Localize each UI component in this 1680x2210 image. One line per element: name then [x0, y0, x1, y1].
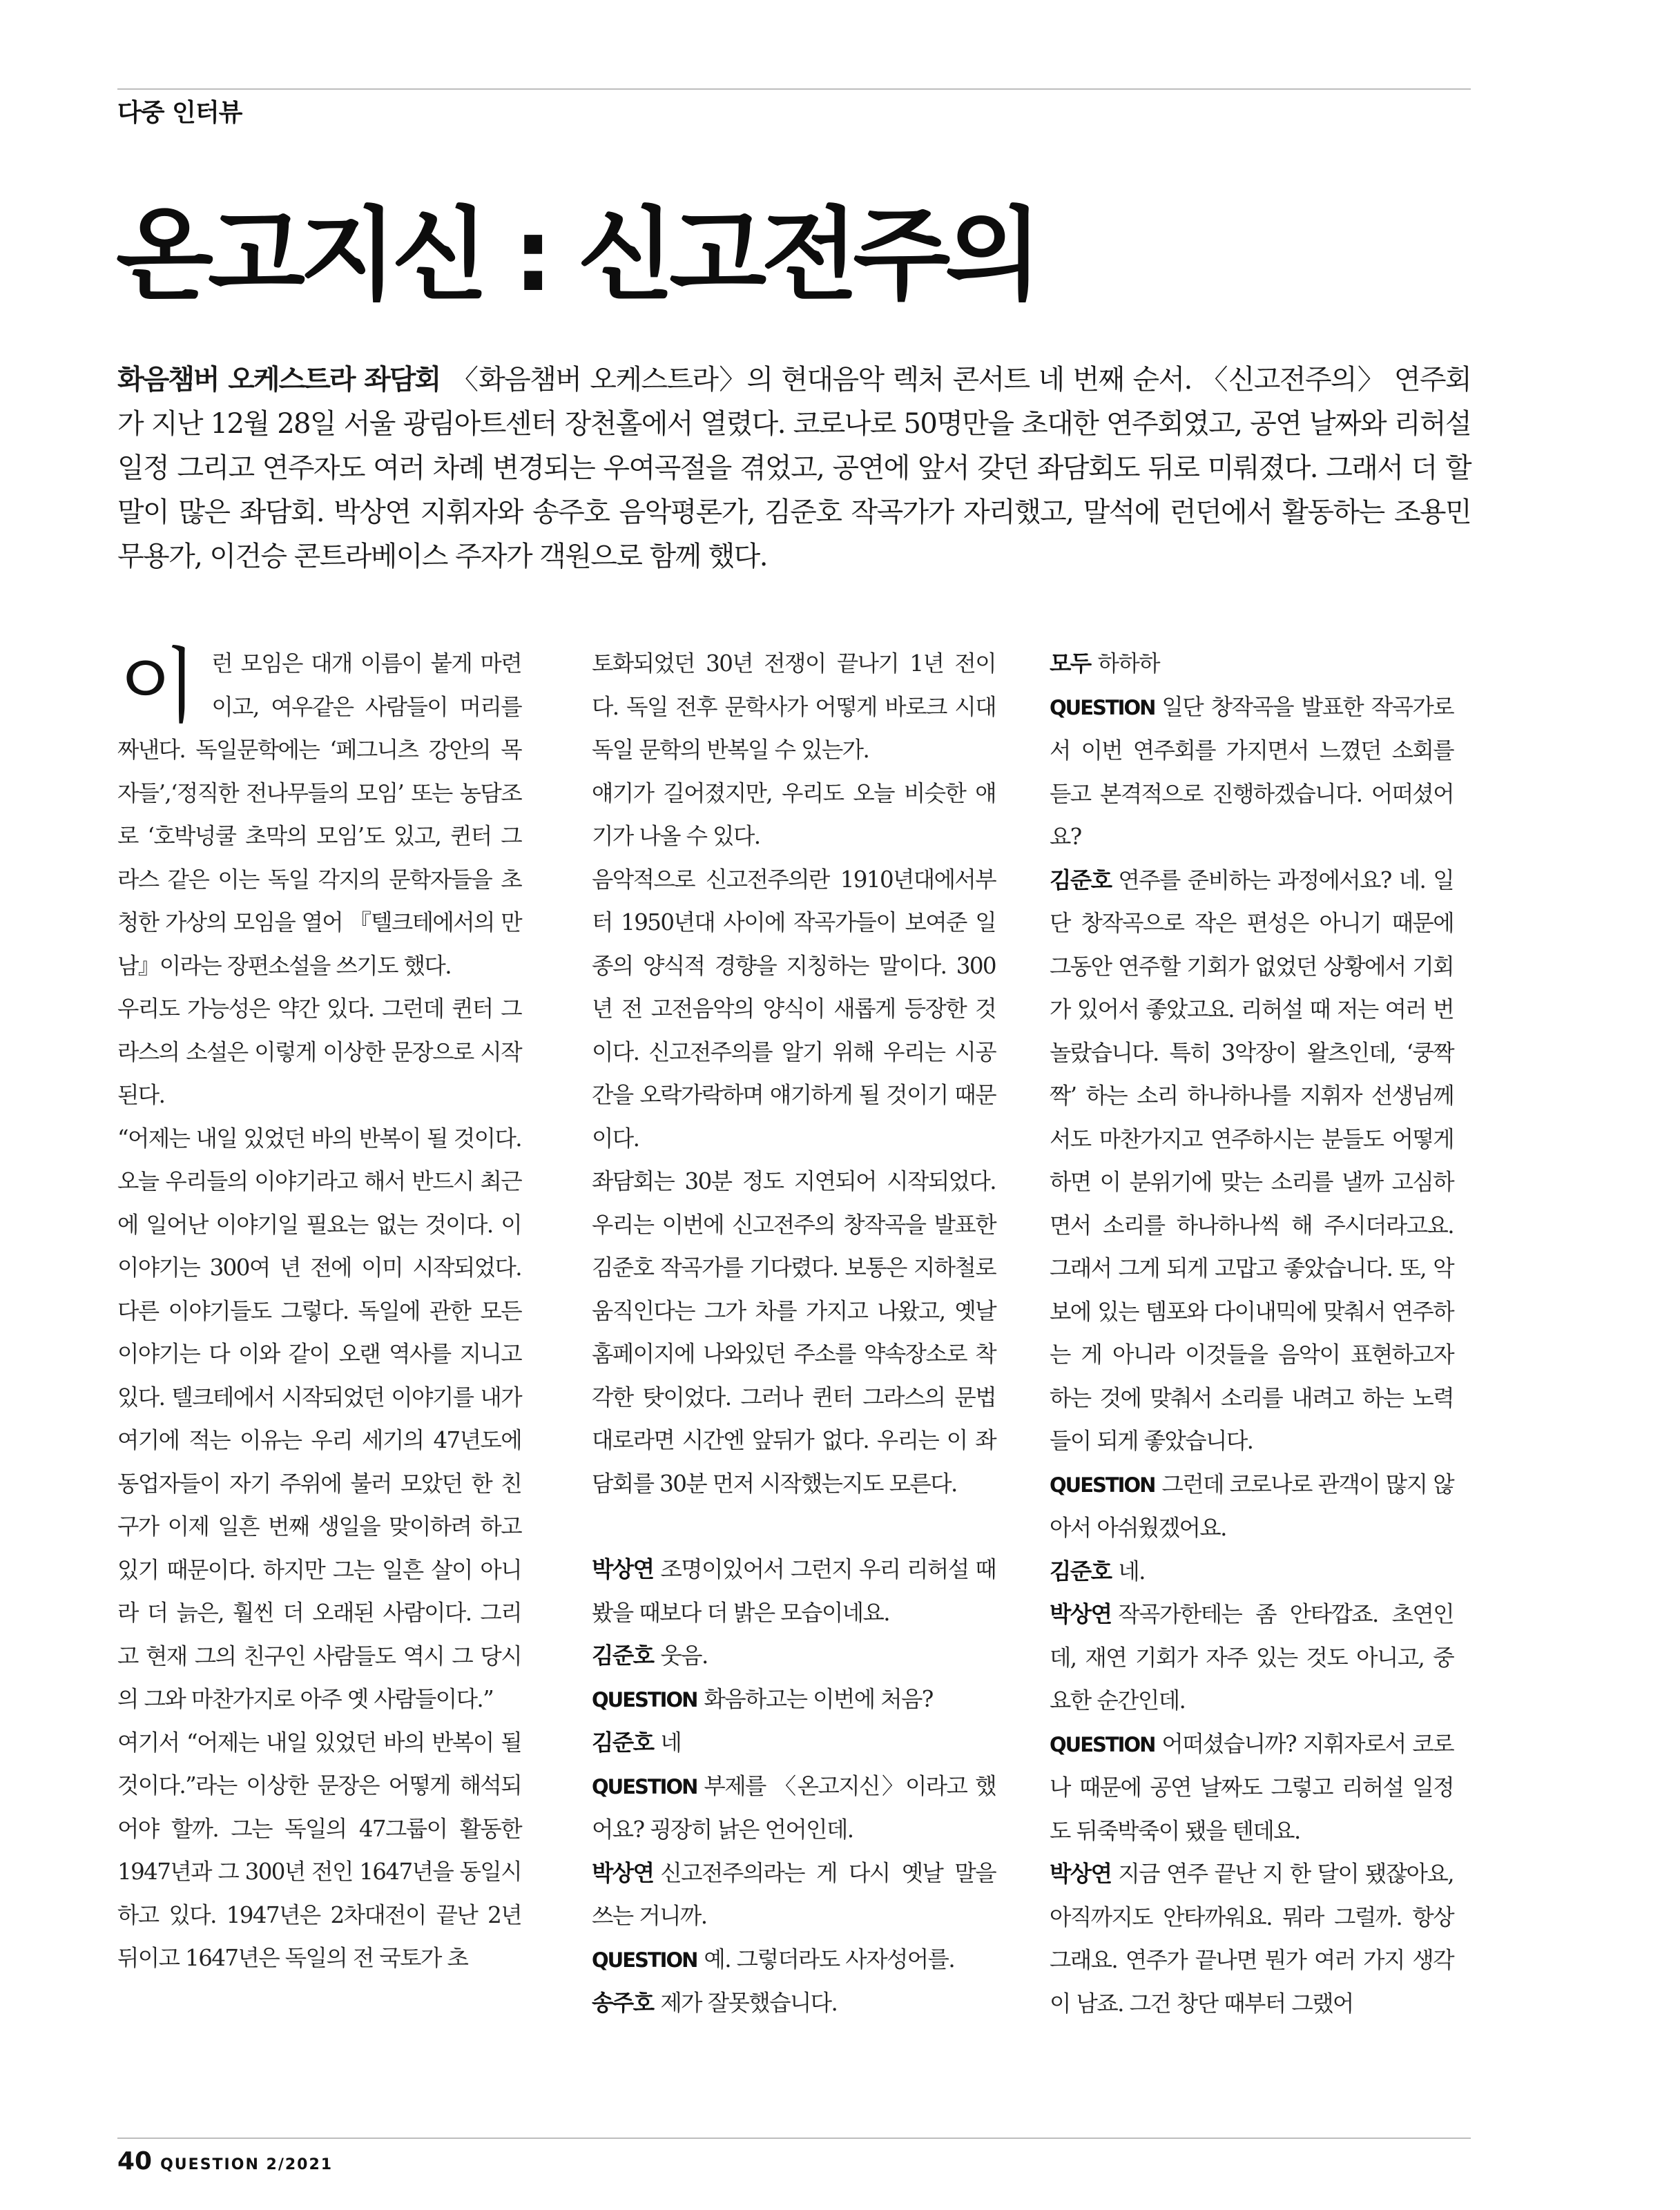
dialogue-line: [1050, 1463, 1454, 1550]
dialogue-line: [592, 1981, 996, 2025]
dialogue-line: [1050, 1723, 1454, 1853]
top-rule: [117, 88, 1471, 90]
speaker-name: QUESTION: [592, 1687, 697, 1712]
drop-cap: 이: [119, 639, 197, 734]
paragraph: 토화되었던 30년 전쟁이 끝나기 1년 전이다. 독일 전후 문학사가 어떻게 바로크 시대 독일 문학의 반복일 수 있는가.: [592, 650, 996, 763]
page-number: 40: [117, 2147, 153, 2175]
paragraph-text: 런 모임은 대개 이름이 붙게 마련이고, 여우같은 사람들이 머리를 짜낸다. 독일문학에는 ‘페그니츠 강안의 목자들’,‘정직한 전나무들의 모임’ 또는 농담조로 ‘호박넝쿨 초막의 모임’도 있고, 퀸터 그라스 같은 이는 독일 각지의 문학자들을 초청한 가상의 모임을 열어 『텔크테에서의 만남』이라는 장편소설을 쓰기도 했다.: [117, 650, 521, 979]
dialogue-line: [1050, 642, 1454, 686]
lead-paragraph: [117, 358, 1471, 579]
column-3: [1050, 642, 1454, 2025]
dialogue-line: [1050, 686, 1454, 859]
lead-text: 〈화음챔버 오케스트라〉의 현대음악 렉처 콘서트 네 번째 순서. 〈신고전주의〉 연주회가 지난 12월 28일 서울 광림아트센터 장천홀에서 열렸다. 코로나로 50명만을 초대한 연주회였고, 공연 날짜와 리허설 일정 그리고 연주자도 여러 차례 변경되는 우여곡절을 겪었고, 공연에 앞서 갖던 좌담회도 뒤로 미뤄졌다. 그래서 더 할 말이 많은 좌담회. 박상연 지휘자와 송주호 음악평론가, 김준호 작곡가가 자리했고, 말석에 런던에서 활동하는 조용민 무용가, 이건승 콘트라베이스 주자가 객원으로 함께 했다.: [117, 364, 1471, 572]
speaker-name: 박상연: [1050, 1601, 1112, 1627]
dialogue-text: 웃음.: [660, 1642, 708, 1669]
dialogue-text: 신고전주의라는 게 다시 옛날 말을 쓰는 거니까.: [592, 1859, 996, 1929]
bottom-rule: [117, 2138, 1471, 2139]
paragraph: 우리도 가능성은 약간 있다. 그런데 퀸터 그라스의 소설은 이렇게 이상한 문장으로 시작된다.: [117, 996, 521, 1108]
dialogue-text: 어떠셨습니까? 지휘자로서 코로나 때문에 공연 날짜도 그렇고 리허설 일정도 뒤죽박죽이 됐을 텐데요.: [1050, 1730, 1454, 1844]
paragraph: 음악적으로 신고전주의란 1910년대에서부터 1950년대 사이에 작곡가들이 보여준 일종의 양식적 경향을 지칭하는 말이다. 300년 전 고전음악의 양식이 새롭게 등장한 것이다. 신고전주의를 알기 위해 우리는 시공간을 오락가락하며 얘기하게 될 것이기 때문이다.: [592, 866, 996, 1152]
speaker-name: 박상연: [592, 1556, 654, 1582]
dialogue-line: [1050, 859, 1454, 1463]
paragraph: 좌담회는 30분 정도 지연되어 시작되었다. 우리는 이번에 신고전주의 창작곡을 발표한 김준호 작곡가를 기다렸다. 보통은 지하철로 움직인다는 그가 차를 가지고 나왔고, 옛날 홈페이지에 나와있던 주소를 약속장소로 착각한 탓이었다. 그러나 퀸터 그라스의 문법대로라면 시간엔 앞뒤가 없다. 우리는 이 좌담회를 30분 먼저 시작했는지도 모른다.: [592, 1168, 996, 1497]
dialogue-text: 부제를 〈온고지신〉이라고 했어요? 굉장히 낡은 언어인데.: [592, 1772, 996, 1843]
page-footer: [117, 2147, 333, 2175]
magazine-issue: QUESTION 2/2021: [160, 2156, 334, 2173]
dialogue-text: 작곡가한테는 좀 안타깝죠. 초연인데, 재연 기회가 자주 있는 것도 아니고, 중요한 순간인데.: [1050, 1601, 1454, 1714]
dialogue-text: 조명이있어서 그런지 우리 리허설 때 봤을 때보다 더 밝은 모습이네요.: [592, 1556, 996, 1626]
speaker-name: QUESTION: [1050, 1732, 1155, 1756]
paragraph: 얘기가 길어졌지만, 우리도 오늘 비슷한 얘기가 나올 수 있다.: [592, 779, 996, 849]
speaker-name: 김준호: [1050, 1558, 1112, 1584]
section-gap: [592, 1505, 996, 1548]
speaker-name: 김준호: [592, 1729, 654, 1756]
lead-label: 화음챔버 오케스트라 좌담회: [117, 364, 441, 396]
speaker-name: QUESTION: [1050, 1473, 1155, 1497]
column-1: [117, 639, 521, 1980]
speaker-name: 박상연: [592, 1859, 654, 1886]
dialogue-line: [592, 1721, 996, 1765]
speaker-name: 모두: [1050, 650, 1091, 677]
article-title: 온고지신 : 신고전주의: [116, 197, 1037, 314]
column-2: [592, 642, 996, 2025]
dialogue-text: 제가 잘못했습니다.: [660, 1990, 838, 2016]
dialogue-line: [592, 1852, 996, 1938]
paragraph: [117, 639, 521, 987]
speaker-name: QUESTION: [1050, 695, 1155, 719]
dialogue-line: [592, 1765, 996, 1852]
dialogue-line: [592, 1548, 996, 1634]
dialogue-line: [1050, 1593, 1454, 1723]
dialogue-line: [592, 1678, 996, 1722]
dialogue-line: [592, 1634, 996, 1678]
dialogue-text: 하하하: [1097, 650, 1159, 677]
dialogue-line: [1050, 1852, 1454, 2025]
dialogue-text: 일단 창작곡을 발표한 작곡가로서 이번 연주회를 가지면서 느꼈던 소회를 듣고 본격적으로 진행하겠습니다. 어떠셨어요?: [1050, 693, 1454, 850]
dialogue-text: 네.: [1118, 1558, 1145, 1584]
dialogue-line: [1050, 1550, 1454, 1593]
speaker-name: 박상연: [1050, 1861, 1112, 1887]
dialogue-text: 화음하고는 이번에 처음?: [704, 1685, 933, 1712]
paragraph: 여기서 “어제는 내일 있었던 바의 반복이 될 것이다.”라는 이상한 문장은 어떻게 해석되어야 할까. 그는 독일의 47그룹이 활동한 1947년과 그 300년 전인 1647년을 동일시하고 있다. 1947년은 2차대전이 끝난 2년 뒤이고 1647년은 독일의 전 국토가 초: [117, 1729, 521, 1971]
section-label: 다중 인터뷰: [117, 99, 242, 127]
speaker-name: QUESTION: [592, 1774, 697, 1799]
dialogue-line: [592, 1938, 996, 1982]
dialogue-text: 지금 연주 끝난 지 한 달이 됐잖아요, 아직까지도 안타까워요. 뭐라 그럴까. 항상 그래요. 연주가 끝나면 뭔가 여러 가지 생각이 남죠. 그건 창단 때부터 그랬어: [1050, 1861, 1454, 2017]
speaker-name: 김준호: [1050, 866, 1112, 893]
dialogue-text: 연주를 준비하는 과정에서요? 네. 일단 창작곡으로 작은 편성은 아니기 때문에 그동안 연주할 기회가 없었던 상황에서 기회가 있어서 좋았고요. 리허설 때 저는 여러 번 놀랐습니다. 특히 3악장이 왈츠인데, ‘쿵짝짝’ 하는 소리 하나하나를 지휘자 선생님께서도 마찬가지고 연주하시는 분들도 어떻게 하면 이 분위기에 맞는 소리를 낼까 고심하면서 소리를 하나하나씩 해 주시더라고요. 그래서 그게 되게 고맙고 좋았습니다. 또, 악보에 있는 템포와 다이내믹에 맞춰서 연주하는 게 아니라 이것들을 음악이 표현하고자 하는 것에 맞춰서 소리를 내려고 하는 노력들이 되게 좋았습니다.: [1050, 866, 1454, 1454]
speaker-name: 송주호: [592, 1990, 654, 2016]
speaker-name: QUESTION: [592, 1948, 697, 1972]
speaker-name: 김준호: [592, 1642, 654, 1669]
dialogue-text: 그런데 코로나로 관객이 많지 않아서 아쉬웠겠어요.: [1050, 1471, 1454, 1541]
dialogue-text: 네: [660, 1729, 682, 1756]
quote-paragraph: “어제는 내일 있었던 바의 반복이 될 것이다. 오늘 우리들의 이야기라고 해서 반드시 최근에 일어난 이야기일 필요는 없는 것이다. 이 이야기는 300여 년 전에 이미 시작되었다. 다른 이야기들도 그렇다. 독일에 관한 모든 이야기는 다 이와 같이 오랜 역사를 지니고 있다. 텔크테에서 시작되었던 이야기를 내가 여기에 적는 이유는 우리 세기의 47년도에 동업자들이 자기 주위에 불러 모았던 한 친구가 이제 일흔 번째 생일을 맞이하려 하고 있기 때문이다. 하지만 그는 일흔 살이 아니라 더 늙은, 훨씬 더 오래된 사람이다. 그리고 현재 그의 친구인 사람들도 역시 그 당시의 그와 마찬가지로 아주 옛 사람들이다.”: [117, 1125, 521, 1712]
dialogue-text: 예. 그렇더라도 사자성어를.: [704, 1946, 955, 1972]
